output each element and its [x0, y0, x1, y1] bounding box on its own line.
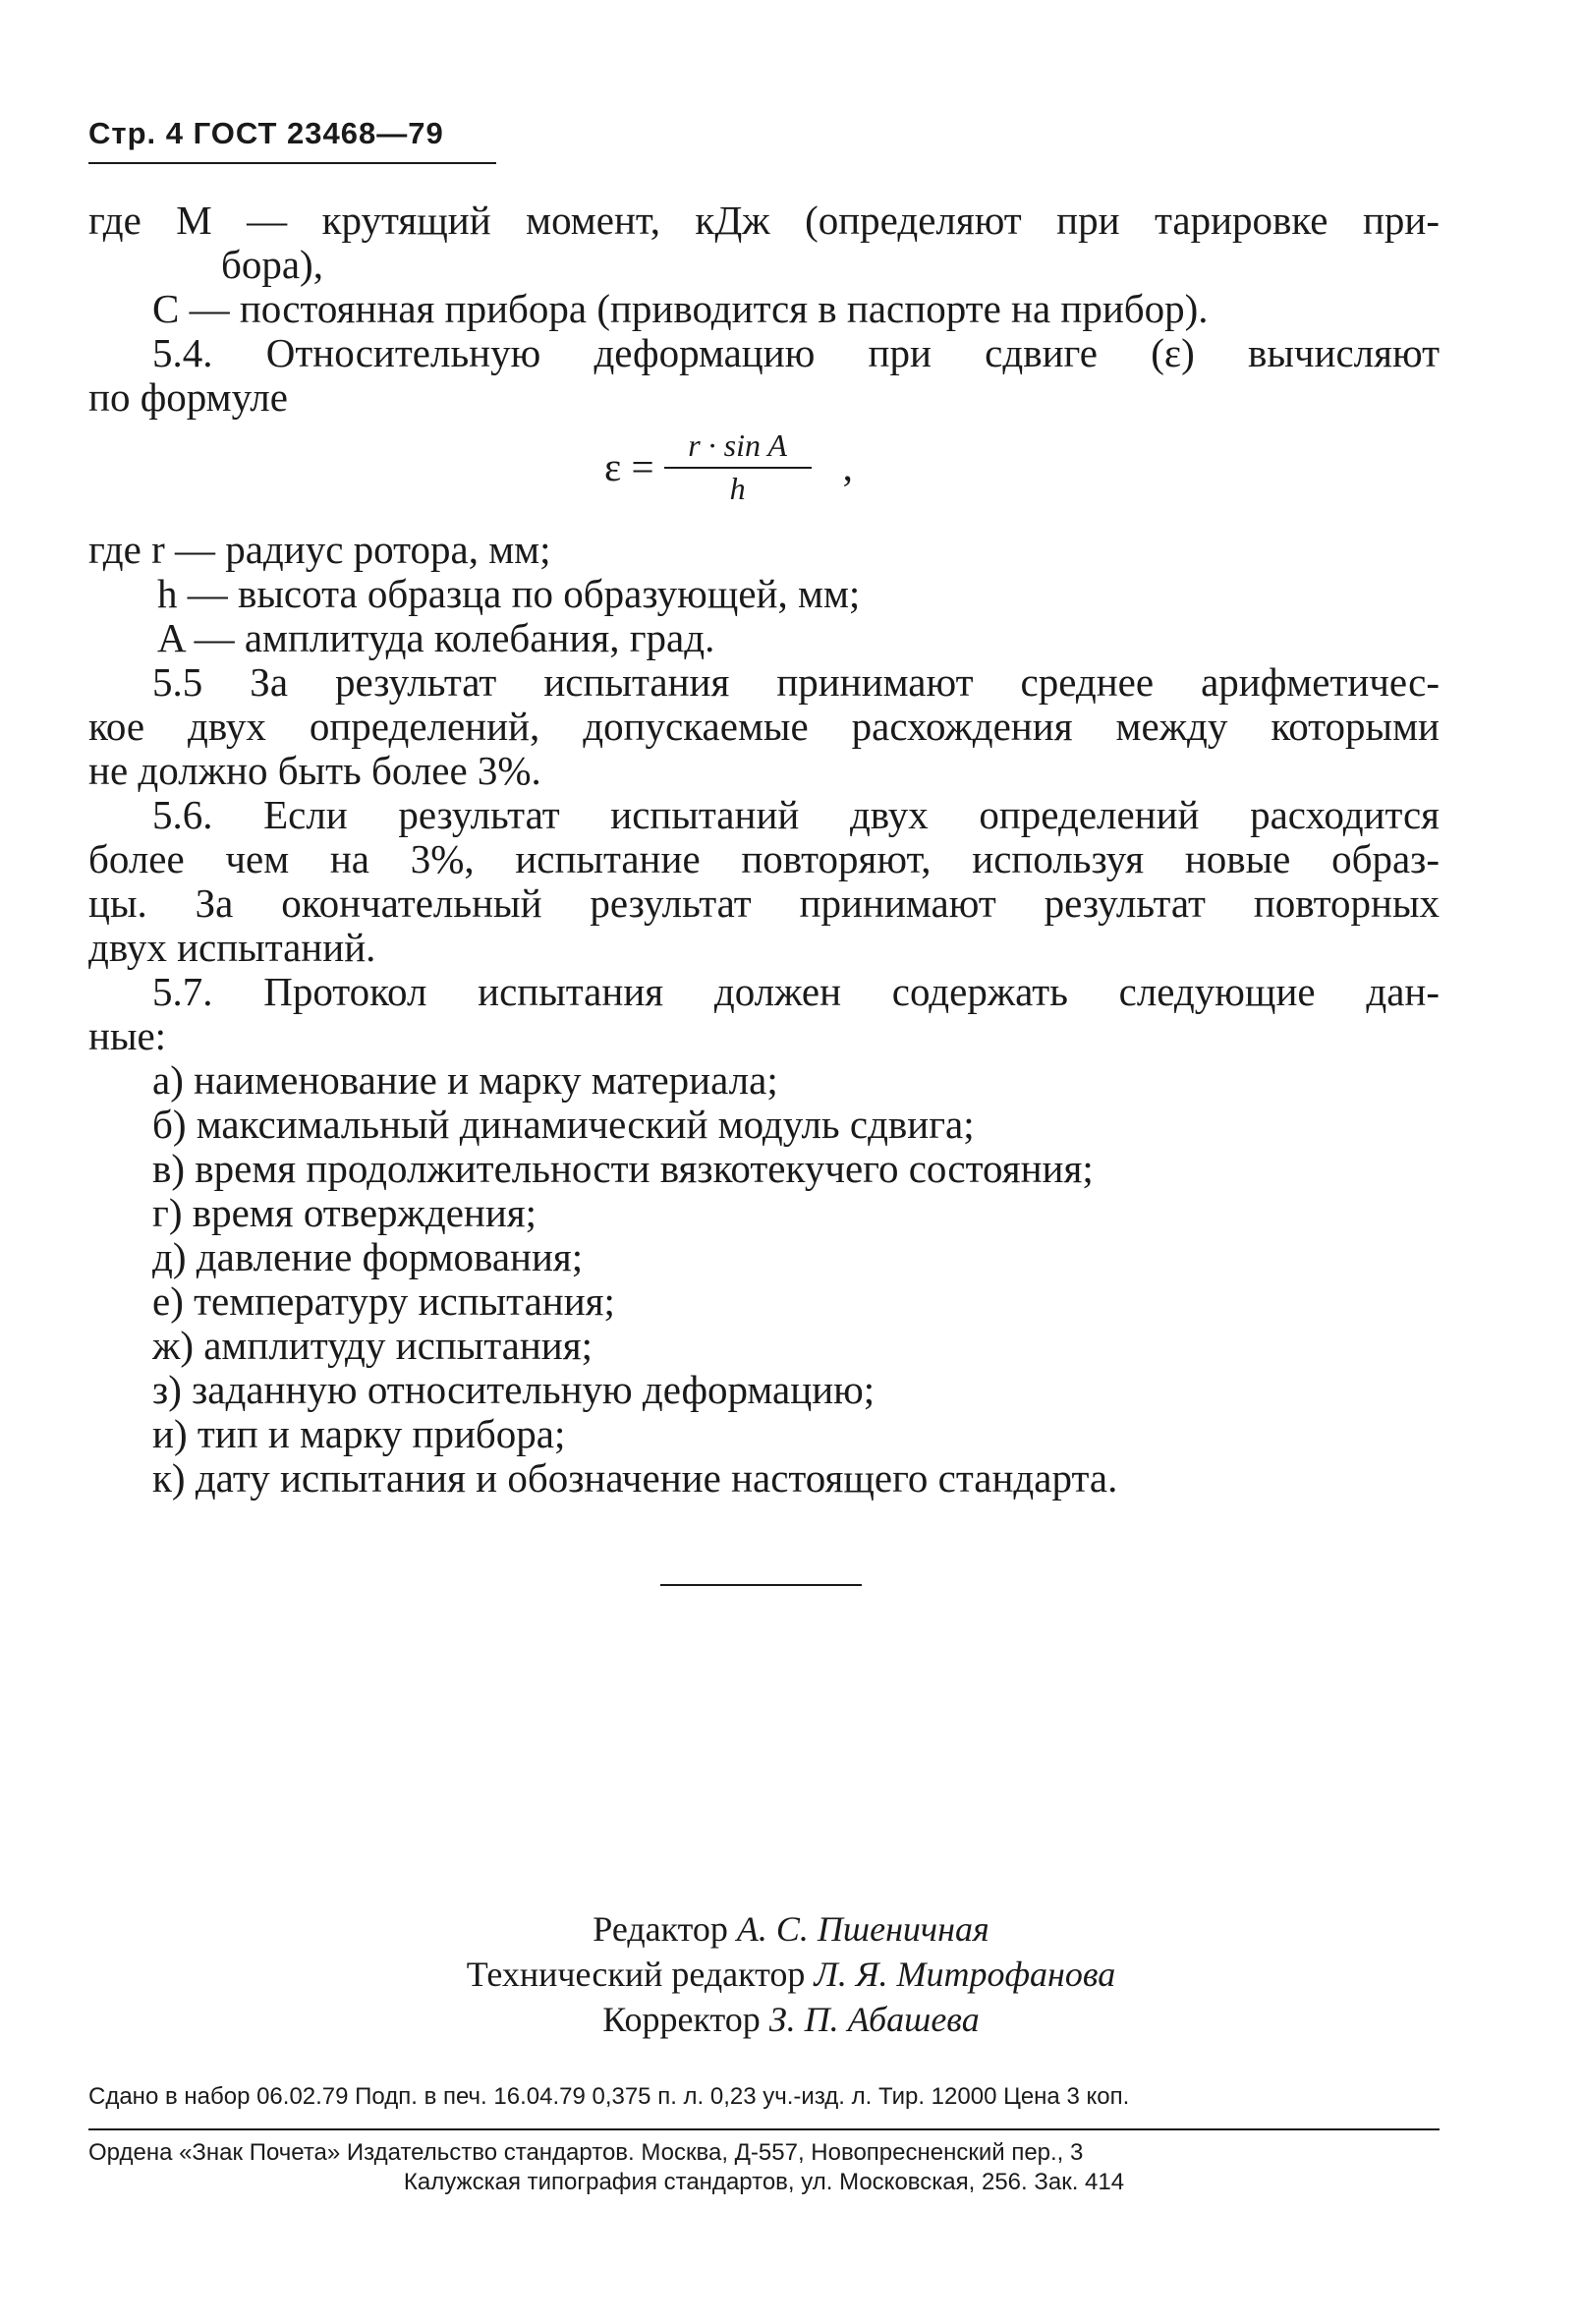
paragraph-line: кое двух определений, допускаемые расхождения между которыми	[88, 704, 1440, 749]
formula-denominator: h	[729, 471, 746, 506]
formula-numerator: r · sin A	[688, 427, 787, 463]
paragraph-line: не должно быть более 3%.	[88, 748, 541, 793]
publisher-block	[88, 2138, 1440, 2197]
list-item: з) заданную относительную деформацию;	[152, 1367, 876, 1412]
credit-role: Корректор	[602, 2000, 761, 2039]
formula-fraction	[664, 425, 812, 508]
credit-name: З. П. Абашева	[768, 2000, 980, 2039]
list-item: ж) амплитуду испытания;	[152, 1323, 593, 1368]
list-item: в) время продолжительности вязкотекучего состояния;	[152, 1146, 1094, 1191]
paragraph-line: 5.6. Если результат испытаний двух определений расходится	[152, 792, 1440, 837]
paragraph-line: по формуле	[88, 374, 288, 420]
list-item: а) наименование и марку материала;	[152, 1057, 778, 1103]
shear-strain-formula	[604, 425, 853, 508]
credit-name: А. С. Пшеничная	[736, 1909, 989, 1949]
imprint-line: Сдано в набор 06.02.79 Подп. в печ. 16.04.79 0,375 п. л. 0,23 уч.-изд. л. Тир. 12000 Цена 3 коп.	[88, 2083, 1130, 2110]
credits-block	[0, 1906, 1582, 2042]
list-item: е) температуру испытания;	[152, 1278, 615, 1324]
credit-role: Редактор	[593, 1909, 728, 1949]
paragraph-line: двух испытаний.	[88, 925, 376, 970]
where-line: h — высота образца по образующей, мм;	[157, 571, 861, 616]
formula-lhs: ε =	[604, 443, 654, 489]
paragraph-line: цы. За окончательный результат принимают результат повторных	[88, 880, 1440, 926]
formula-trail: ,	[842, 443, 853, 489]
paragraph-line: С — постоянная прибора (приводится в паспорте на прибор).	[152, 286, 1209, 331]
list-item: б) максимальный динамический модуль сдвига;	[152, 1102, 975, 1147]
header-rule	[88, 162, 496, 164]
printer-line: Калужская типография стандартов, ул. Московская, 256. Зак. 414	[403, 2169, 1125, 2195]
paragraph-line: где М — крутящий момент, кДж (определяют при тарировке при-	[88, 198, 1440, 243]
credit-name: Л. Я. Митрофанова	[814, 1955, 1116, 1994]
where-line: A — амплитуда колебания, град.	[157, 615, 715, 660]
section-separator	[660, 1584, 862, 1586]
credit-tech-editor	[0, 1952, 1582, 1997]
credit-role: Технический редактор	[466, 1955, 806, 1994]
formula-block	[88, 420, 1440, 528]
page-header: Стр. 4 ГОСТ 23468—79	[88, 116, 444, 150]
list-item: к) дату испытания и обозначение настоящего стандарта.	[152, 1455, 1118, 1501]
paragraph-line: 5.7. Протокол испытания должен содержать следующие дан-	[152, 969, 1440, 1014]
credit-corrector	[0, 1997, 1582, 2042]
list-item: и) тип и марку прибора;	[152, 1411, 566, 1456]
publisher-line: Ордена «Знак Почета» Издательство стандартов. Москва, Д-557, Новопресненский пер., 3	[88, 2139, 1084, 2166]
imprint-rule	[88, 2128, 1440, 2130]
document-body	[88, 198, 1440, 1501]
paragraph-line: ные:	[88, 1013, 167, 1058]
where-line: где r — радиус ротора, мм;	[88, 527, 551, 572]
paragraph-line: 5.4. Относительную деформацию при сдвиге (ε) вычисляют	[152, 330, 1440, 375]
paragraph-line: 5.5 За результат испытания принимают среднее арифметичес-	[152, 659, 1440, 705]
paragraph-line: бора),	[221, 242, 323, 287]
credit-editor	[0, 1906, 1582, 1952]
list-item: д) давление формования;	[152, 1234, 584, 1279]
list-item: г) время отверждения;	[152, 1190, 537, 1235]
paragraph-line: более чем на 3%, испытание повторяют, используя новые образ-	[88, 836, 1440, 881]
